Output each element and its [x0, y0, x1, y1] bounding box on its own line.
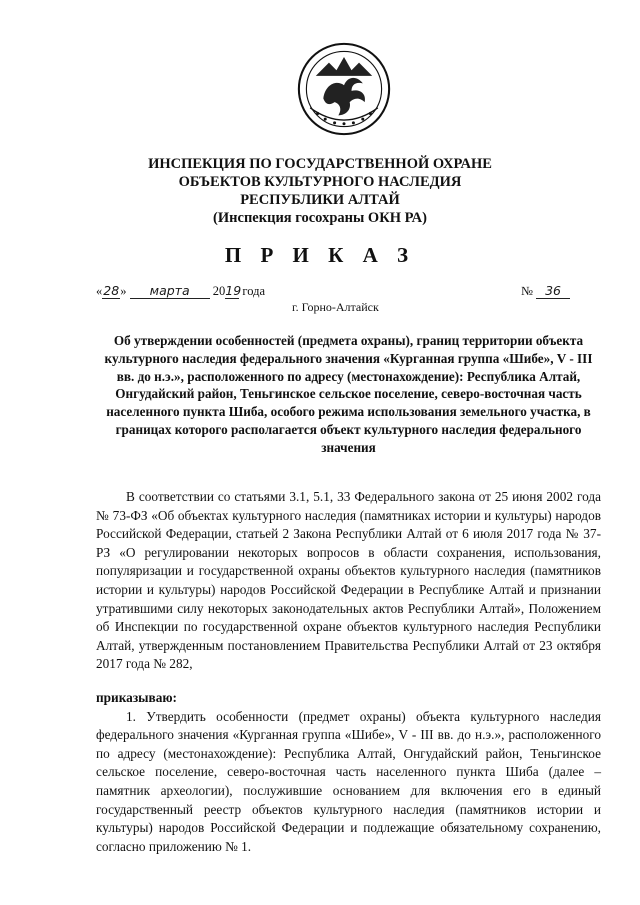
order-word: приказываю: [96, 690, 177, 705]
order-date [96, 283, 265, 299]
date-month: марта [130, 283, 210, 299]
order-subject: Об утверждении особенностей (предмета охраны), границ территории объекта культурного наследия федерального значения «Курганная группа «Шибе», V - III вв. до н.э.», расположенного по адресу (местонахождение): Республика Алтай, Онгудайский район, Теньгинское сельское поселение, северо-восточная часть населенного пункта Шиба, особого режима использования земельного участка, в границах которого располагается объект культурного наследия федерального значения [104, 333, 593, 455]
org-line-3: РЕСПУБЛИКИ АЛТАЙ [240, 192, 400, 208]
org-line-2: ОБЪЕКТОВ КУЛЬТУРНОГО НАСЛЕДИЯ [178, 174, 462, 190]
date-open-quote: « [96, 284, 103, 298]
organization-name [0, 155, 640, 227]
number-label: № [521, 284, 533, 298]
order-item-1: 1. Утвердить особенности (предмет охраны) объекта культурного наследия федерального значения «Курганная группа «Шибе», V - III вв. до н.э.», расположенного по адресу (местонахождение): Республика Алтай, Онгудайский район, Теньгинское сельское поселение, северо-восточная часть населенного пункта Шиба (далее – памятник археологии), послужившие основанием для включения его в единый государственный реестр объектов культурного наследия (памятников истории и культуры) народов Российской Федерации и подлежащие обязательному сохранению, согласно приложению № 1. [96, 708, 601, 854]
date-close-quote: » [120, 284, 127, 298]
number-value: 36 [536, 283, 570, 299]
date-year-word: года [242, 284, 265, 298]
order-number [521, 283, 570, 299]
order-body [96, 689, 601, 856]
date-year-prefix: 20 [212, 284, 226, 298]
republic-altai-emblem-icon [297, 42, 391, 136]
date-year-suffix: 19 [225, 283, 242, 298]
preamble-paragraph: В соответствии со статьями 3.1, 5.1, 33 Федерального закона от 25 июня 2002 года № 73-ФЗ «Об объектах культурного наследия (памятниках истории и культуры) народов Российской Федерации, статьей 2 Закона Республики Алтай от 6 июля 2017 года № 37-РЗ «О регулировании некоторых вопросов в области сохранения, использования, популяризации и государственной охраны объектов культурного наследия (памятников истории и культуры) народов Российской Федерации в Республике Алтай и признании утратившими силу некоторых законодательных актов Республики Алтай», Положением об Инспекции по государственной охране объектов культурного наследия Республики Алтай, утвержденным постановлением Правительства Республики Алтай от 23 октября 2017 года № 282, [96, 489, 601, 672]
org-line-1: ИНСПЕКЦИЯ ПО ГОСУДАРСТВЕННОЙ ОХРАНЕ [148, 156, 492, 172]
city: г. Горно-Алтайск [292, 300, 379, 314]
org-short-name: (Инспекция госохраны ОКН РА) [213, 210, 427, 226]
document-type-title: П Р И К А З [224, 243, 416, 267]
date-day: 28 [103, 283, 120, 298]
